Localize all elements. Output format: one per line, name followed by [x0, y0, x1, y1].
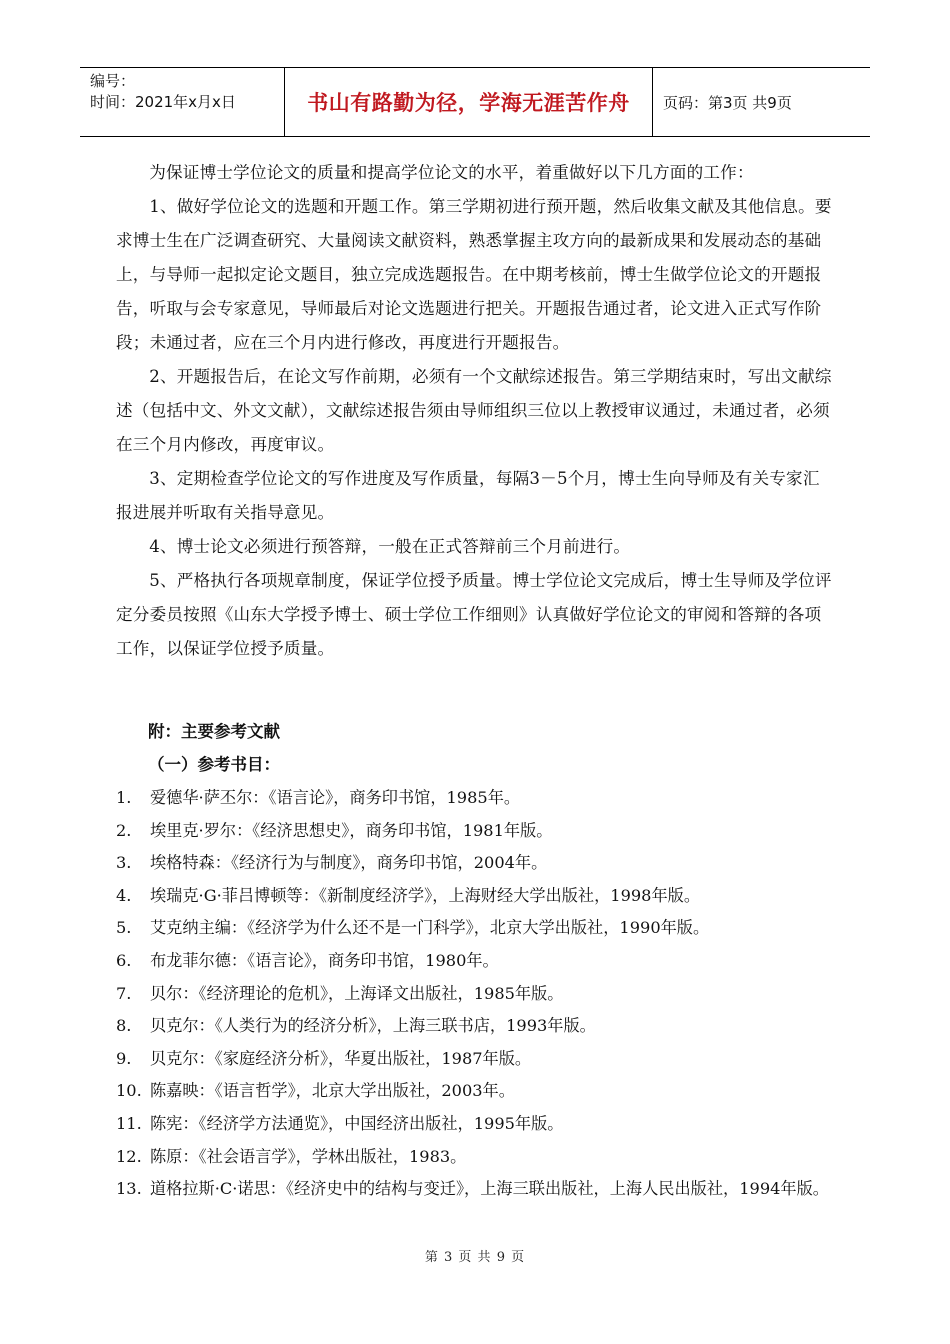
reference-number: 6.	[116, 950, 132, 970]
reference-item	[116, 1173, 836, 1206]
reference-item	[116, 1010, 836, 1043]
reference-number: 10.	[116, 1081, 142, 1101]
reference-number: 2.	[116, 820, 132, 840]
body-item-4: 4、博士论文必须进行预答辩，一般在正式答辩前三个月前进行。	[149, 537, 631, 556]
reference-number: 13.	[116, 1179, 142, 1199]
reference-text: 埃里克·罗尔：《经济思想史》，商务印书馆，1981年版。	[150, 820, 553, 840]
reference-item	[116, 880, 836, 913]
code-label: 编号：	[90, 72, 136, 90]
header-meta	[80, 68, 285, 136]
reference-text: 贝尔：《经济理论的危机》，上海译文出版社，1985年版。	[150, 983, 564, 1003]
reference-number: 7.	[116, 983, 132, 1003]
reference-number: 1.	[116, 788, 132, 807]
reference-item	[116, 782, 836, 815]
reference-text: 贝克尔：《人类行为的经济分析》，上海三联书店，1993年版。	[150, 1016, 596, 1036]
reference-number: 9.	[116, 1048, 132, 1068]
reference-number: 11.	[116, 1113, 142, 1133]
body-text	[116, 156, 832, 666]
reference-number: 12.	[116, 1146, 142, 1166]
reference-number: 8.	[116, 1016, 132, 1036]
reference-text: 陈原：《社会语言学》，学林出版社，1983。	[150, 1146, 467, 1166]
reference-item	[116, 815, 836, 848]
reference-item	[116, 847, 836, 880]
reference-text: 埃瑞克·G·菲吕博顿等：《新制度经济学》，上海财经大学出版社，1998年版。	[150, 885, 701, 905]
page-header	[80, 67, 870, 137]
reference-item	[116, 1043, 836, 1076]
reference-text: 布龙菲尔德：《语言论》，商务印书馆，1980年。	[150, 950, 499, 970]
header-motto: 书山有路勤为径，学海无涯苦作舟	[285, 68, 653, 136]
reference-item	[116, 1108, 836, 1141]
reference-text: 陈宪：《经济学方法通览》，中国经济出版社，1995年版。	[150, 1113, 564, 1133]
reference-number: 4.	[116, 885, 132, 905]
reference-text: 贝克尔：《家庭经济分析》，华夏出版社，1987年版。	[150, 1048, 532, 1068]
reference-item	[116, 945, 836, 978]
intro-paragraph: 为保证博士学位论文的质量和提高学位论文的水平，着重做好以下几方面的工作：	[149, 163, 754, 182]
reference-text: 爱德华·萨丕尔：《语言论》，商务印书馆，1985年。	[150, 788, 521, 807]
body-item-1: 1、做好学位论文的选题和开题工作。第三学期初进行预开题，然后收集文献及其他信息。要求博士生在广泛调查研究、大量阅读文献资料，熟悉掌握主攻方向的最新成果和发展动态的基础上，与导师一起拟定论文题目，独立完成选题报告。在中期考核前，博士生做学位论文的开题报告，听取与会专家意见，导师最后对论文选题进行把关。开题报告通过者，论文进入正式写作阶段；未通过者，应在三个月内进行修改，再度进行开题报告。	[116, 197, 832, 352]
reference-text: 艾克纳主编：《经济学为什么还不是一门科学》，北京大学出版社，1990年版。	[150, 918, 710, 938]
appendix-subtitle: （一）参考书目：	[148, 755, 280, 774]
reference-number: 5.	[116, 918, 132, 938]
reference-list	[116, 782, 836, 1206]
header-page-info: 页码：第3页 共9页	[663, 93, 792, 112]
body-item-3: 3、定期检查学位论文的写作进度及写作质量，每隔3－5个月，博士生向导师及有关专家汇报进展并听取有关指导意见。	[116, 469, 820, 522]
body-item-2: 2、开题报告后，在论文写作前期，必须有一个文献综述报告。第三学期结束时，写出文献综述（包括中文、外文文献），文献综述报告须由导师组织三位以上教授审议通过，未通过者，必须在三个月内修改，再度审议。	[116, 367, 832, 454]
reference-text: 埃格特森：《经济行为与制度》，商务印书馆，2004年。	[150, 853, 548, 873]
page-footer: 第 3 页 共 9 页	[424, 1250, 526, 1265]
reference-text: 陈嘉映：《语言哲学》，北京大学出版社，2003年。	[150, 1081, 515, 1101]
reference-text: 道格拉斯·C·诺思：《经济史中的结构与变迁》，上海三联出版社，上海人民出版社，1994年版。	[150, 1179, 829, 1199]
reference-item	[116, 1075, 836, 1108]
body-item-5: 5、严格执行各项规章制度，保证学位授予质量。博士学位论文完成后，博士生导师及学位评定分委员按照《山东大学授予博士、硕士学位工作细则》认真做好学位论文的审阅和答辩的各项工作，以保证学位授予质量。	[116, 571, 832, 658]
time-label: 时间：2021年x月x日	[90, 93, 236, 111]
reference-number: 3.	[116, 853, 132, 873]
reference-item	[116, 912, 836, 945]
reference-item	[116, 978, 836, 1011]
appendix-title: 附：主要参考文献	[148, 722, 280, 741]
reference-item	[116, 1141, 836, 1174]
